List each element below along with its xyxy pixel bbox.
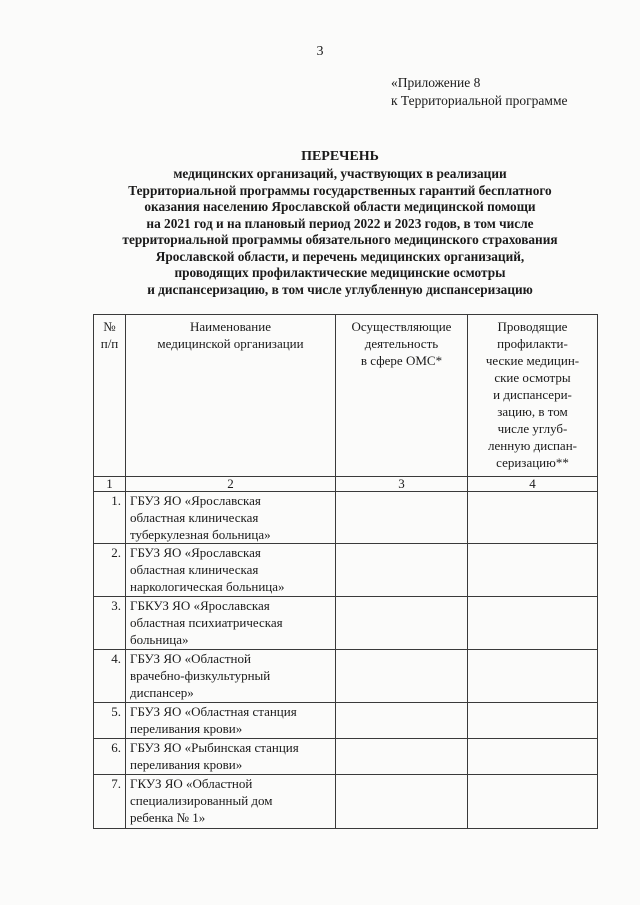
header-number: № п/п — [94, 315, 126, 477]
subtitle-line: медицинских организаций, участвующих в реализации — [173, 166, 507, 181]
subtitle-line: на 2021 год и на плановый период 2022 и 2023 годов, в том числе — [146, 215, 534, 231]
column-number-row — [94, 477, 598, 492]
oms-cell — [336, 544, 468, 597]
page-number: 3 — [316, 44, 324, 59]
preventive-cell — [468, 775, 598, 829]
subtitle-line: и диспансеризацию, в том числе углубленную диспансеризацию — [147, 281, 533, 297]
organization-name: ГБКУЗ ЯО «Ярославская областная психиатрическая больница» — [126, 597, 336, 650]
subtitle-line: Ярославской области, и перечень медицинских организаций, — [155, 248, 525, 264]
header-oms-activity: Осуществляющие деятельность в сфере ОМС* — [336, 315, 468, 477]
table-row — [94, 544, 598, 597]
row-number: 6. — [94, 739, 126, 775]
preventive-cell — [468, 650, 598, 703]
appendix-line: к Территориальной программе — [391, 93, 568, 108]
oms-cell — [336, 597, 468, 650]
subtitle-line: проводящих профилактические медицинские осмотры — [174, 265, 506, 280]
table-row — [94, 650, 598, 703]
organization-name: ГКУЗ ЯО «Областной специализированный дом ребенка № 1» — [126, 775, 336, 829]
organization-name: ГБУЗ ЯО «Областная станция переливания крови» — [126, 703, 336, 739]
table-row — [94, 775, 598, 829]
oms-cell — [336, 775, 468, 829]
header-preventive-exams: Проводящие профилакти- ческие медицин- ские осмотры и диспансери- зацию, в том числе углуб- ленную диспан- серизацию** — [468, 315, 598, 477]
oms-cell — [336, 703, 468, 739]
table-row — [94, 597, 598, 650]
document-subtitle — [70, 166, 610, 298]
preventive-cell — [468, 492, 598, 544]
document-title-block — [70, 148, 610, 298]
row-number: 7. — [94, 775, 126, 829]
organizations-table — [93, 314, 598, 829]
subtitle-line: территориальной программы обязательного медицинского страхования — [122, 232, 558, 247]
column-number: 2 — [126, 477, 336, 492]
table-row — [94, 739, 598, 775]
organization-name: ГБУЗ ЯО «Рыбинская станция переливания крови» — [126, 739, 336, 775]
row-number: 4. — [94, 650, 126, 703]
column-number: 4 — [468, 477, 598, 492]
organization-name: ГБУЗ ЯО «Ярославская областная клиническая туберкулезная больница» — [126, 492, 336, 544]
appendix-line: «Приложение 8 — [391, 75, 481, 90]
preventive-cell — [468, 544, 598, 597]
document-title: ПЕРЕЧЕНЬ — [301, 149, 379, 164]
row-number: 5. — [94, 703, 126, 739]
organization-name: ГБУЗ ЯО «Ярославская областная клиническая наркологическая больница» — [126, 544, 336, 597]
organization-name: ГБУЗ ЯО «Областной врачебно-физкультурный диспансер» — [126, 650, 336, 703]
oms-cell — [336, 650, 468, 703]
subtitle-line: Территориальной программы государственных гарантий бесплатного — [128, 182, 552, 198]
row-number: 2. — [94, 544, 126, 597]
table-row — [94, 492, 598, 544]
preventive-cell — [468, 703, 598, 739]
table-header-row — [94, 315, 598, 477]
column-number: 1 — [94, 477, 126, 492]
table-row — [94, 703, 598, 739]
row-number: 1. — [94, 492, 126, 544]
oms-cell — [336, 739, 468, 775]
row-number: 3. — [94, 597, 126, 650]
subtitle-line: оказания населению Ярославской области медицинской помощи — [144, 199, 536, 214]
column-number: 3 — [336, 477, 468, 492]
appendix-header — [391, 74, 568, 110]
oms-cell — [336, 492, 468, 544]
header-organization-name: Наименование медицинской организации — [126, 315, 336, 477]
preventive-cell — [468, 739, 598, 775]
preventive-cell — [468, 597, 598, 650]
